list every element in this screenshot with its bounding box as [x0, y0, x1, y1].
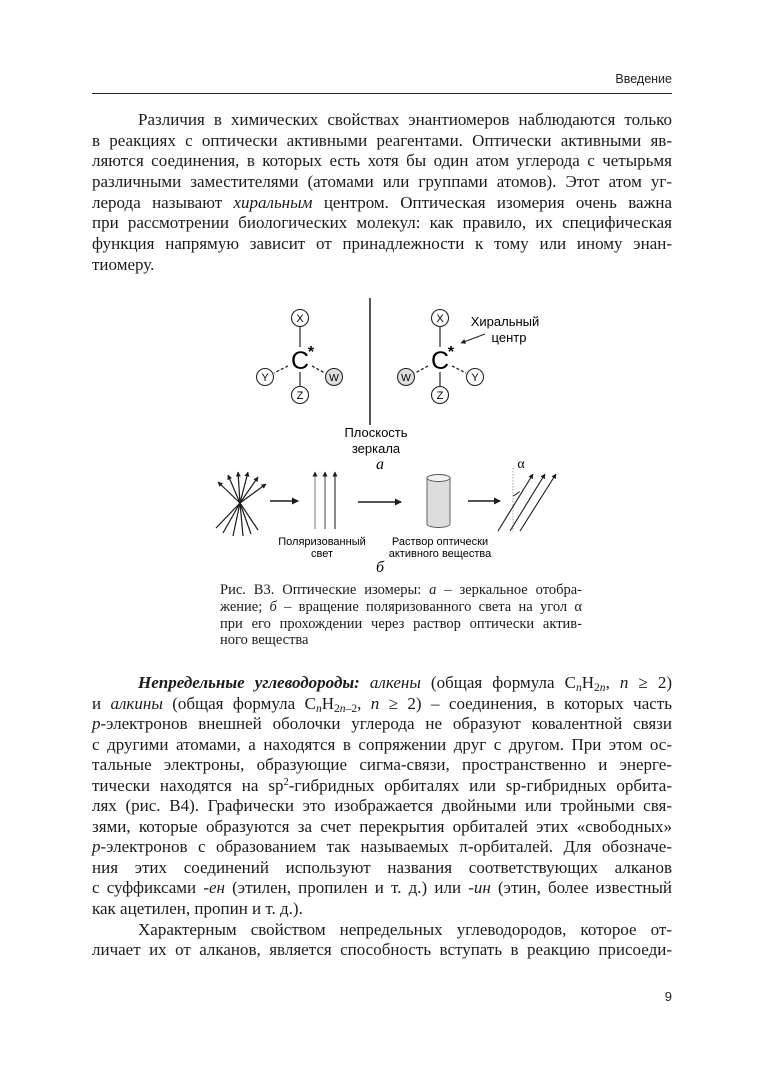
text-span: различными заместителями (атомами или группами атомов). Этот атом уг- — [92, 172, 672, 192]
text-line — [92, 714, 672, 735]
text-span: ляются соединения, в которых есть хотя бы один атом углерода с четырьмя — [92, 151, 672, 171]
text-span: тальные электроны, образующие сигма-связи, пространственно и энерге- — [92, 755, 672, 775]
text-line — [220, 616, 582, 633]
text-span: алкены — [369, 673, 421, 692]
text-span: -ен — [203, 878, 225, 898]
text-span: зями, которые образуются за счет перекрытия орбиталей этих «свободных» — [92, 816, 672, 836]
mirror-plane-label-line1: Плоскость — [344, 425, 408, 440]
text-span: 2 — [334, 701, 340, 715]
text-span: при его прохождении через раствор оптически актив- — [220, 615, 582, 632]
text-span: n — [339, 701, 346, 715]
text-line — [92, 735, 672, 756]
text-span: – вращение поляризованного света на угол α — [276, 598, 583, 615]
text-span: хиральным — [233, 192, 313, 212]
paragraph-unsaturated-hydrocarbons — [92, 673, 672, 920]
substituent-y-label: Y — [471, 372, 479, 384]
text-span: (этилен, пропилен и т. д.) или — [224, 878, 469, 898]
text-span: , — [605, 673, 620, 692]
carbon-atom-label: C — [430, 347, 450, 375]
chiral-asterisk: * — [307, 344, 315, 361]
text-span: -электронов с образованием так называемых π-орбиталей. Для обозначе- — [100, 837, 672, 857]
text-span: лерода называют — [92, 192, 234, 212]
carbon-atom-label: C — [290, 347, 310, 375]
text-span: функция напрямую зависит от принадлежности к тому или иному энан- — [92, 234, 672, 254]
text-span: ния этих соединений используют названия соответствующих алканов — [92, 857, 672, 877]
text-line — [92, 796, 672, 817]
polarized-light-label-line1: Поляризованный — [278, 536, 366, 548]
text-span: H — [581, 673, 595, 692]
text-span: Непредельные углеводороды: — [138, 673, 360, 692]
text-span: при рассмотрении биологических молекул: как правило, их специфическая — [92, 213, 672, 233]
chiral-asterisk: * — [447, 344, 455, 361]
panel-b-letter: б — [375, 559, 385, 576]
text-line — [92, 837, 672, 858]
text-line — [92, 858, 672, 879]
panel-a-letter: а — [376, 456, 384, 473]
substituent-z-label: Z — [296, 390, 304, 402]
unpolarized-light-icon — [216, 472, 266, 536]
text-span: H — [321, 693, 335, 713]
polarized-light-label-line2: свет — [310, 548, 334, 560]
text-span: 2 — [283, 776, 289, 788]
text-span: алкины — [110, 693, 163, 713]
text-span: и — [92, 693, 111, 713]
text-span: ного вещества — [220, 632, 309, 649]
figure-caption — [220, 582, 582, 649]
rotation-angle-symbol: α — [517, 457, 525, 472]
text-span: жение; — [220, 598, 270, 615]
text-line — [92, 817, 672, 838]
chiral-pointer-arrow-icon — [461, 334, 485, 343]
polarized-light-icon — [315, 472, 335, 529]
text-span: n — [619, 673, 629, 692]
text-span: ≥ 2) — [628, 673, 673, 692]
text-line — [220, 599, 582, 616]
text-span: p — [92, 837, 101, 857]
text-span: n — [599, 681, 606, 695]
text-span: n — [370, 693, 380, 713]
page-number: 9 — [664, 989, 672, 1004]
text-line — [220, 632, 582, 649]
substituent-w-label: W — [329, 372, 339, 384]
chiral-center-label-line2: центр — [491, 330, 527, 345]
text-line — [92, 878, 672, 899]
text-span: с другими атомами, а находятся в сопряжении друг с другом. При этом ос- — [92, 734, 672, 754]
text-line — [220, 582, 582, 599]
text-line — [92, 940, 672, 961]
text-span: центром. Оптическая изомерия очень важна — [312, 192, 672, 212]
text-span: б — [269, 598, 277, 615]
substituent-x-label: X — [436, 313, 444, 325]
substituent-y-label: Y — [261, 372, 269, 384]
text-line — [92, 920, 672, 941]
text-span: -гибридных орбиталях или sp-гибридных орбита- — [288, 775, 673, 795]
text-span: как ацетилен, пропин и т. д.). — [92, 899, 303, 919]
rotation-angle-arc — [513, 492, 520, 497]
substituent-z-label: Z — [436, 390, 444, 402]
text-line — [92, 673, 672, 694]
text-span: лях (рис. В4). Графически это изображается двойными или тройными свя- — [92, 796, 672, 816]
rotated-light-icon — [498, 474, 556, 531]
running-head-section-title: Введение — [615, 72, 672, 86]
substituent-x-label: X — [296, 313, 304, 325]
mirror-plane-label-line2: зеркала — [351, 441, 401, 456]
solution-label-line1: Раствор оптически — [391, 536, 489, 548]
text-line — [92, 899, 672, 920]
text-span: (общая формула C — [420, 673, 576, 692]
text-span: n — [315, 701, 322, 715]
text-span: (общая формула C — [162, 693, 316, 713]
text-span: Рис. В3. Оптические изомеры: — [220, 582, 430, 598]
solution-cylinder-icon — [427, 475, 450, 528]
text-span: в реакциях с оптически активными реагентами. Оптически активными яв- — [92, 130, 672, 150]
text-span: – зеркальное отобра- — [436, 582, 582, 598]
text-span: а — [429, 582, 437, 598]
text-span: с суффиксами — [92, 878, 204, 898]
text-span: –2 — [345, 701, 358, 715]
text-span: (этин, более известный — [490, 878, 672, 898]
substituent-w-label: W — [401, 372, 411, 384]
text-span: -ин — [468, 878, 491, 898]
text-span: ≥ 2) – соединения, в которых часть — [379, 693, 672, 713]
chiral-center-label-line1: Хиральный — [470, 314, 540, 329]
text-span: тически находятся на sp — [92, 775, 284, 795]
solution-label-line2: активного вещества — [388, 548, 492, 560]
text-span: Характерным свойством непредельных углеводородов, которое от- — [138, 919, 672, 939]
text-span: , — [357, 693, 371, 713]
paragraph-characteristic-property — [92, 920, 672, 961]
text-span: 2 — [594, 681, 600, 695]
text-line — [92, 776, 672, 797]
text-span: тиомеру. — [92, 254, 155, 274]
text-span: личает их от алканов, является способность вступать в реакцию присоеди- — [92, 940, 672, 960]
text-span: p — [92, 714, 101, 734]
text-line — [92, 694, 672, 715]
text-span: -электронов внешней оболочки углерода не образуют ковалентной связи — [100, 714, 672, 734]
text-line — [92, 755, 672, 776]
text-span — [360, 673, 370, 692]
left-enantiomer — [257, 310, 343, 404]
text-span: n — [575, 681, 582, 695]
text-span: Различия в химических свойствах энантиомеров наблюдаются только — [138, 110, 672, 129]
